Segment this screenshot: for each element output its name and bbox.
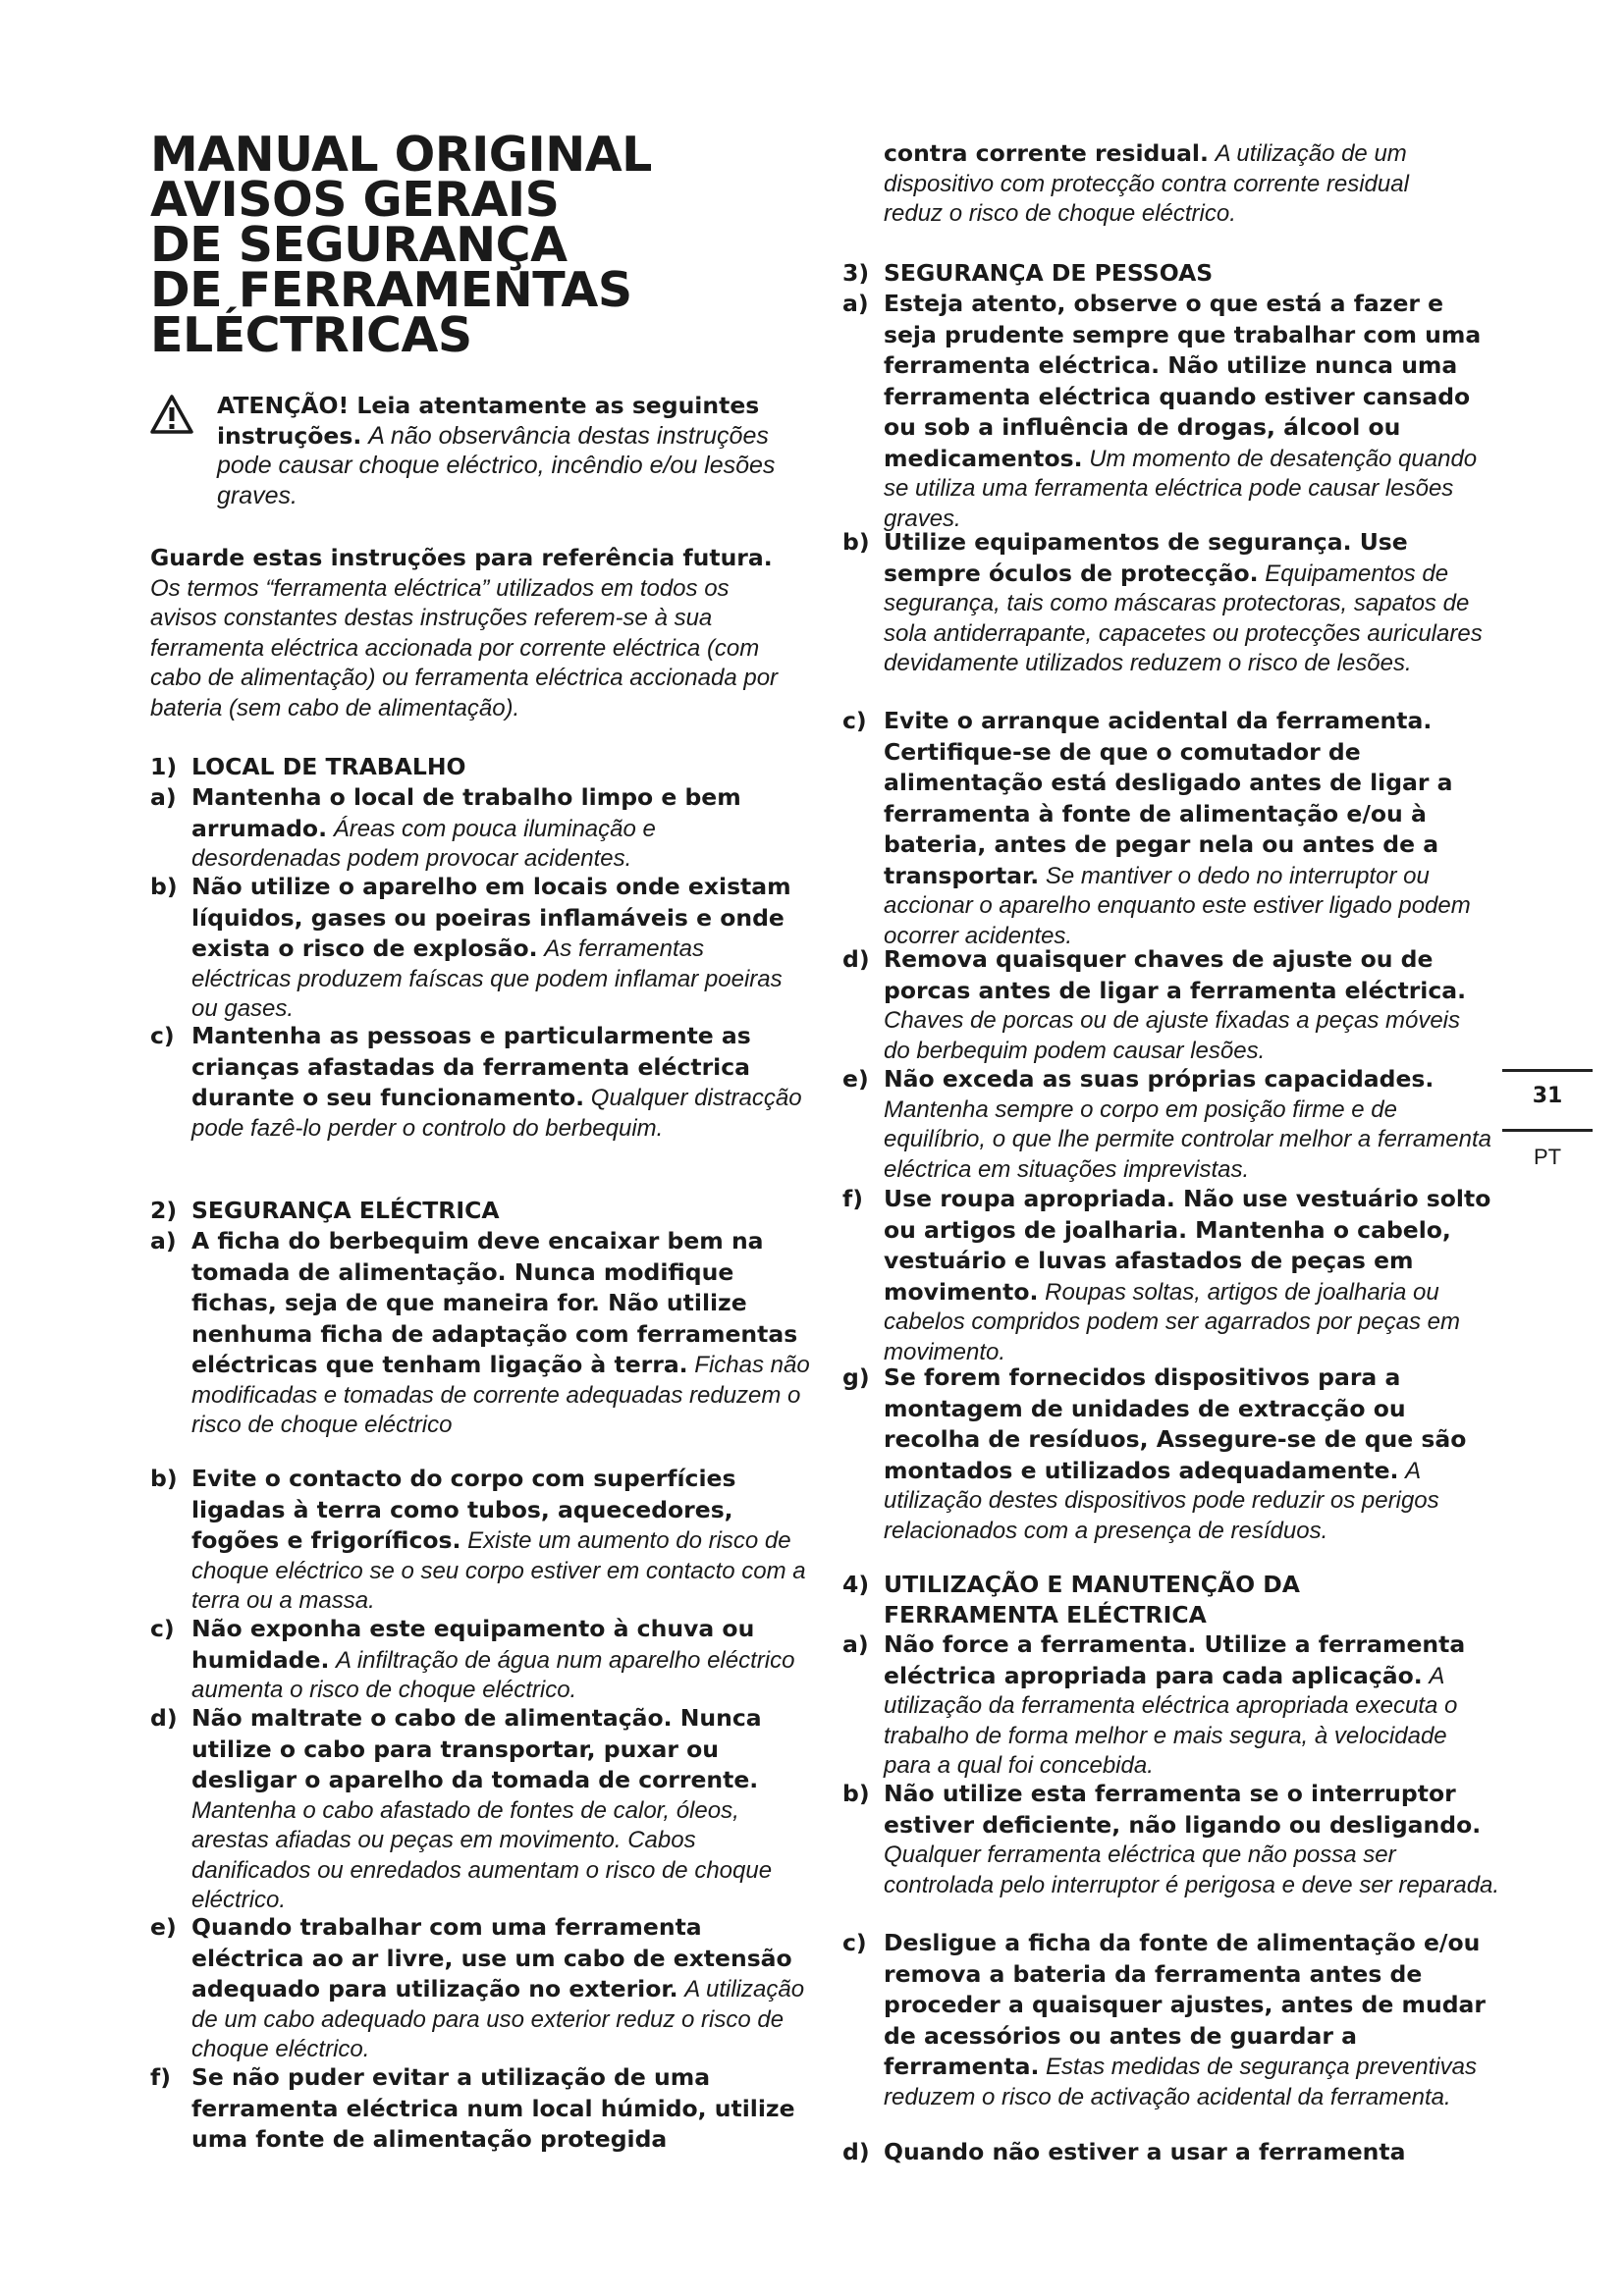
section-number: 3) xyxy=(842,259,870,287)
section-title: SEGURANÇA DE PESSOAS xyxy=(884,259,1214,287)
page-tab-rule-bottom xyxy=(1502,1129,1593,1132)
list-item: b) Não utilize o aparelho em locais onde existam líquidos, gases ou poeiras inflamáveis e onde exista o risco de explosão. As ferramentas eléctricas produzem faíscas que podem inflamar poeiras ou gases. xyxy=(150,873,791,1022)
list-item: e) Não exceda as suas próprias capacidades. Mantenha sempre o corpo em posição firme e de equilíbrio, o que lhe permite controlar melhor a ferramenta eléctrica em situações imprevistas. xyxy=(842,1065,1491,1183)
list-item: c) Mantenha as pessoas e particularmente as crianças afastadas da ferramenta eléctrica durante o seu funcionamento. Qualquer distracção pode fazê-lo perder o controlo do berbequim. xyxy=(150,1022,802,1142)
list-item: a) Mantenha o local de trabalho limpo e bem arrumado. Áreas com pouca iluminação e desordenadas podem provocar acidentes. xyxy=(150,783,741,872)
list-item: b) Não utilize esta ferramenta se o interruptor estiver deficiente, não ligando ou desligando. Qualquer ferramenta eléctrica que não possa ser controlada pelo interruptor é perigosa e deve ser reparada. xyxy=(842,1780,1500,1898)
warning-triangle-icon xyxy=(150,395,193,434)
page-number: 31 xyxy=(1532,1084,1563,1108)
list-item: c) Desligue a ficha da fonte de alimentação e/ou remova a bateria da ferramenta antes de proceder a quaisquer ajustes, antes de mudar de acessórios ou antes de guardar a ferramenta. Estas medidas de segurança preventivas reduzem o risco de activação acidental da ferramenta. xyxy=(842,1929,1486,2110)
section-heading xyxy=(150,752,788,782)
page-language: PT xyxy=(1533,1145,1562,1169)
list-item: b) Utilize equipamentos de segurança. Use sempre óculos de protecção. Equipamentos de segurança, tais como máscaras protectoras, sapatos de sola antiderrapante, capacetes ou protecções auriculares devidamente utilizados reduzem o risco de lesões. xyxy=(842,528,1483,676)
title-line: DE SEGURANÇA xyxy=(150,217,568,273)
list-item: e) Quando trabalhar com uma ferramenta eléctrica ao ar livre, use um cabo de extensão adequado para utilização no exterior. A utilização de um cabo adequado para uso exterior reduz o risco de choque eléctrico. xyxy=(150,1913,805,2062)
section-number: 1) xyxy=(150,753,178,780)
warning-bold: ATENÇÃO! Leia atentamente as seguintes instruções. xyxy=(217,392,760,450)
continuation-text: contra corrente residual. A utilização de um dispositivo com protecção contra corrente residual reduz o risco de choque eléctrico. xyxy=(884,139,1409,227)
list-item: c) Não exponha este equipamento à chuva ou humidade. A infiltração de água num aparelho eléctrico aumenta o risco de choque eléctrico. xyxy=(150,1615,795,1703)
list-item: d) Remova quaisquer chaves de ajuste ou de porcas antes de ligar a ferramenta eléctrica. Chaves de porcas ou de ajuste fixadas a peças móveis do berbequim podem causar lesões. xyxy=(842,945,1467,1064)
page-title xyxy=(150,127,798,363)
list-item: f) Use roupa apropriada. Não use vestuário solto ou artigos de joalharia. Mantenha o cabelo, vestuário e luvas afastados de peças em movimento. Roupas soltas, artigos de joalharia ou cabelos compridos podem ser agarrados por peças em movimento. xyxy=(842,1185,1491,1365)
section-title: SEGURANÇA ELÉCTRICA xyxy=(191,1197,500,1224)
section-heading xyxy=(150,1196,788,1226)
title-line: AVISOS GERAIS xyxy=(150,172,560,228)
title-line: DE FERRAMENTAS xyxy=(150,262,632,318)
list-item: g) Se forem fornecidos dispositivos para a montagem de unidades de extracção ou recolha de resíduos, Assegure-se de que são montados e utilizados adequadamente. A utilização destes dispositivos pode reduzir os perigos relacionados com a presença de resíduos. xyxy=(842,1363,1467,1544)
list-item: f) Se não puder evitar a utilização de uma ferramenta eléctrica num local húmido, utilize uma fonte de alimentação protegida xyxy=(150,2063,795,2153)
page-tab-rule-top xyxy=(1502,1069,1593,1072)
list-item: d) Quando não estiver a usar a ferramenta xyxy=(842,2138,1406,2165)
keep-text: Os termos “ferramenta eléctrica” utilizados em todos os avisos constantes destas instruções referem-se à sua ferramenta eléctrica accionada por corrente eléctrica (com cabo de alimentação) ou ferramenta eléctrica accionada por bateria (sem cabo de alimentação). xyxy=(150,574,779,721)
section-number: 2) xyxy=(150,1197,178,1224)
list-item: b) Evite o contacto do corpo com superfícies ligadas à terra como tubos, aquecedores, fogões e frigoríficos. Existe um aumento do risco de choque eléctrico se o seu corpo estiver em contacto com a terra ou a massa. xyxy=(150,1465,806,1614)
section-number: 4) xyxy=(842,1571,870,1598)
section-title: LOCAL DE TRABALHO xyxy=(191,753,466,780)
list-item: a) Não force a ferramenta. Utilize a ferramenta eléctrica apropriada para cada aplicação. A utilização da ferramenta eléctrica apropriada executa o trabalho de forma melhor e mais segura, à velocidade para a qual foi concebida. xyxy=(842,1630,1466,1779)
list-item: d) Não maltrate o cabo de alimentação. Nunca utilize o cabo para transportar, puxar ou desligar o aparelho da tomada de corrente. Mantenha o cabo afastado de fontes de calor, óleos, arestas afiadas ou peças em movimento. Cabos danificados ou enredados aumentam o risco de choque eléctrico. xyxy=(150,1704,773,1913)
keep-instructions xyxy=(150,543,788,723)
keep-bold: Guarde estas instruções para referência futura. xyxy=(150,544,773,571)
section-heading xyxy=(842,1570,1392,1629)
section-heading xyxy=(842,258,1490,289)
list-item: a) Esteja atento, observe o que está a fazer e seja prudente sempre que trabalhar com uma ferramenta eléctrica. Não utilize nunca uma ferramenta eléctrica quando estiver cansado ou sob a influência de drogas, álcool ou medicamentos. Um momento de desatenção quando se utiliza uma ferramenta eléctrica pode causar lesões graves. xyxy=(842,290,1482,532)
list-item: a) A ficha do berbequim deve encaixar bem na tomada de alimentação. Nunca modifique fichas, seja de que maneira for. Não utilize nenhuma ficha de adaptação com ferramentas eléctricas que tenham ligação à terra. Fichas não modificadas e tomadas de corrente adequadas reduzem o risco de choque eléctrico xyxy=(150,1227,810,1438)
title-line: MANUAL ORIGINAL xyxy=(150,127,652,183)
list-item: c) Evite o arranque acidental da ferramenta. Certifique-se de que o comutador de alimentação está desligado antes de ligar a ferramenta à fonte de alimentação e/ou à bateria, antes de pegar nela ou antes de a transportar. Se mantiver o dedo no interruptor ou accionar o aparelho enquanto este estiver ligado podem ocorrer acidentes. xyxy=(842,707,1471,949)
section-title: UTILIZAÇÃO E MANUTENÇÃO DA FERRAMENTA ELÉCTRICA xyxy=(884,1571,1300,1629)
warning-text: A não observância destas instruções pode causar choque eléctrico, incêndio e/ou lesões graves. xyxy=(217,421,776,509)
warning-notice xyxy=(150,391,798,510)
title-line: ELÉCTRICAS xyxy=(150,307,472,363)
